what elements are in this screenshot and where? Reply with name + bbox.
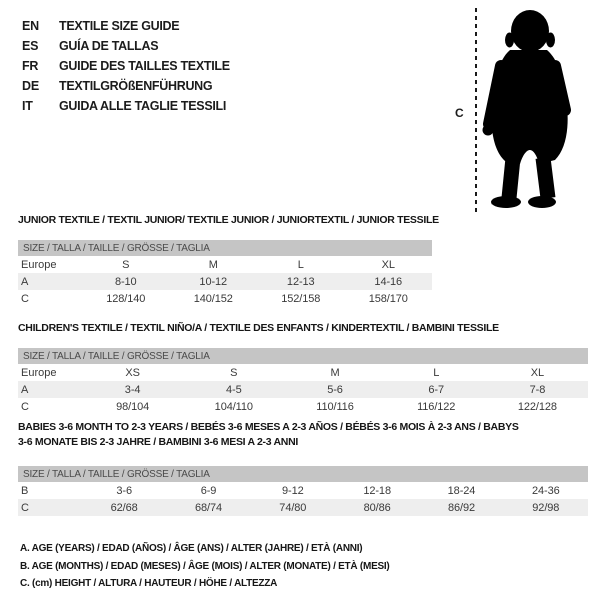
children-size-table	[18, 348, 588, 415]
size-value-cell: 128/140	[106, 292, 146, 305]
footnote-line: B. AGE (MONTHS) / EDAD (MESES) / ÂGE (MOIS) / ALTER (MONATE) / ETÀ (MESI)	[20, 560, 390, 572]
size-header-bar	[18, 240, 432, 256]
babies-section-title: BABIES 3-6 MONTH TO 2-3 YEARS / BEBÉS 3-6 MESES A 2-3 AÑOS / BÉBÉS 3-6 MOIS À 2-3 ANS / BABYS 3-6 MONATE BIS 2-3 JAHRE / BAMBINI 3-6 MESI A 2-3 ANNI	[18, 421, 519, 448]
size-value-cell: 62/68	[110, 501, 138, 514]
size-value-cell: 4-5	[226, 383, 242, 396]
size-header-bar	[18, 348, 588, 364]
language-title-list	[22, 16, 230, 116]
size-value-cell: 9-12	[282, 484, 304, 497]
size-value-cell: 158/170	[368, 292, 408, 305]
size-value-cell: 68/74	[194, 501, 222, 514]
language-title: GUÍA DE TALLAS	[59, 39, 159, 53]
size-value-cell: 80/86	[363, 501, 391, 514]
size-value-cell: 18-24	[447, 484, 476, 497]
language-row	[22, 56, 230, 76]
size-value-cell: 74/80	[279, 501, 307, 514]
table-row	[18, 381, 588, 398]
language-code: EN	[22, 19, 39, 33]
language-code: DE	[22, 79, 39, 93]
size-value-cell: 8-10	[114, 275, 137, 288]
size-value-cell: M	[330, 366, 340, 379]
size-value-cell: 92/98	[532, 501, 560, 514]
row-label: C	[21, 501, 29, 514]
language-row	[22, 36, 230, 56]
size-value-cell: 3-4	[124, 383, 141, 396]
size-value-cell: 3-6	[116, 484, 132, 497]
language-row	[22, 76, 230, 96]
language-code: IT	[22, 99, 33, 113]
size-value-cell: 6-7	[428, 383, 445, 396]
size-value-cell: 104/110	[214, 400, 253, 413]
table-row	[18, 499, 588, 516]
height-measure-label: C	[455, 106, 464, 120]
size-value-cell: 12-13	[286, 275, 315, 288]
table-row	[18, 273, 432, 290]
size-value-cell: 10-12	[199, 275, 228, 288]
measure-footnotes	[20, 540, 390, 593]
table-row	[18, 482, 588, 499]
row-label: A	[21, 275, 29, 288]
size-header-label: SIZE / TALLA / TAILLE / GRÖSSE / TAGLIA	[23, 242, 210, 254]
size-value-cell: M	[208, 258, 218, 271]
size-header-label: SIZE / TALLA / TAILLE / GRÖSSE / TAGLIA	[23, 350, 210, 362]
row-label: Europe	[21, 366, 57, 379]
size-value-cell: XS	[125, 366, 140, 379]
table-row	[18, 256, 432, 273]
language-code: FR	[22, 59, 39, 73]
baby-silhouette-icon	[480, 8, 576, 208]
size-value-cell: 140/152	[193, 292, 233, 305]
size-value-cell: 7-8	[529, 383, 546, 396]
size-value-cell: XL	[381, 258, 395, 271]
footnote-line: A. AGE (YEARS) / EDAD (AÑOS) / ÂGE (ANS) / ALTER (JAHRE) / ETÀ (ANNI)	[20, 543, 363, 554]
table-rows	[18, 364, 588, 415]
size-value-cell: S	[230, 366, 238, 379]
language-code: ES	[22, 39, 39, 53]
table-row	[18, 364, 588, 381]
row-label: Europe	[21, 258, 57, 271]
babies-size-table	[18, 466, 588, 516]
row-label: C	[21, 292, 29, 305]
table-row	[18, 290, 432, 307]
size-value-cell: 152/158	[281, 292, 321, 305]
size-value-cell: L	[433, 366, 440, 379]
language-row	[22, 96, 230, 116]
table-rows	[18, 482, 588, 516]
language-title: GUIDE DES TAILLES TEXTILE	[59, 59, 230, 73]
size-value-cell: 24-36	[531, 484, 560, 497]
height-measure-dashed-line	[475, 8, 477, 214]
language-title: TEXTILE SIZE GUIDE	[59, 19, 180, 33]
size-value-cell: 5-6	[327, 383, 343, 396]
table-row	[18, 398, 588, 415]
size-value-cell: S	[122, 258, 130, 271]
size-value-cell: 116/122	[417, 400, 456, 413]
table-rows	[18, 256, 432, 307]
junior-size-table	[18, 240, 432, 307]
size-value-cell: 110/116	[316, 400, 354, 413]
size-value-cell: L	[297, 258, 304, 271]
row-label: A	[21, 383, 29, 396]
size-header-bar	[18, 466, 588, 482]
language-row	[22, 16, 230, 36]
size-value-cell: 12-18	[363, 484, 391, 497]
size-value-cell: 86/92	[447, 501, 475, 514]
row-label: C	[21, 400, 29, 413]
footnote-line: C. (cm) HEIGHT / ALTURA / HAUTEUR / HÖHE / ALTEZZA	[20, 578, 278, 589]
junior-section-title: JUNIOR TEXTILE / TEXTIL JUNIOR/ TEXTILE JUNIOR / JUNIORTEXTIL / JUNIOR TESSILE	[18, 214, 439, 226]
children-section-title: CHILDREN'S TEXTILE / TEXTIL NIÑO/A / TEXTILE DES ENFANTS / KINDERTEXTIL / BAMBINI TESSILE	[18, 322, 499, 334]
size-value-cell: 6-9	[200, 484, 217, 497]
size-value-cell: XL	[530, 366, 545, 379]
language-title: TEXTILGRÖßENFÜHRUNG	[59, 79, 213, 93]
size-value-cell: 98/104	[116, 400, 150, 413]
size-header-label: SIZE / TALLA / TAILLE / GRÖSSE / TAGLIA	[23, 468, 210, 480]
size-value-cell: 122/128	[517, 400, 557, 413]
row-label: B	[21, 484, 29, 497]
size-value-cell: 14-16	[374, 275, 403, 288]
language-title: GUIDA ALLE TAGLIE TESSILI	[59, 99, 227, 113]
